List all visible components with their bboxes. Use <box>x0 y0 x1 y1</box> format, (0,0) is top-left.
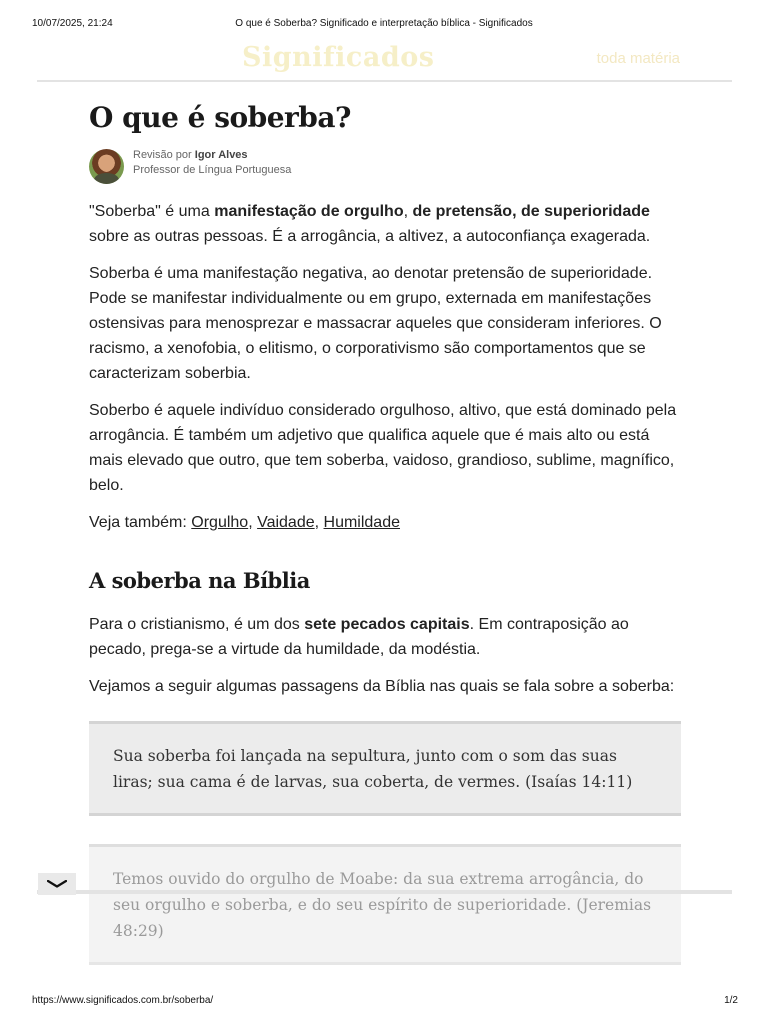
author-box <box>89 148 684 184</box>
see-also: Veja também: Orgulho, Vaidade, Humildade <box>89 514 400 531</box>
print-header <box>32 18 736 32</box>
paragraph-5: Vejamos a seguir algumas passagens da Bíblia nas quais se fala sobre a soberba: <box>89 678 675 695</box>
paragraph-3: Soberbo é aquele indivíduo considerado orgulhoso, altivo, que está dominado pela arrogância. É também um adjetivo que qualifica aquele que é mais alto ou está mais elevado que outro, que tem soberba, vaidoso, grandioso, sublime, magnífico, belo. <box>89 402 677 494</box>
paragraph-4: Para o cristianismo, é um dos sete pecados capitais. Em contraposição ao pecado, prega-se a virtude da humildade, da modéstia. <box>89 616 629 658</box>
paragraph-intro: "Soberba" é uma manifestação de orgulho, de pretensão, de superioridade sobre as outras pessoas. É a arrogância, a altivez, a autoconfiança exagerada. <box>89 203 651 245</box>
article-title: O que é soberba? <box>89 101 351 134</box>
section-title: A soberba na Bíblia <box>89 568 310 593</box>
bible-quote-1: Sua soberba foi lançada na sepultura, junto com o som das suas liras; sua cama é de larvas, sua coberta, de vermes. (Isaías 14:11) <box>89 721 681 816</box>
link-humildade[interactable]: Humildade <box>323 514 400 531</box>
print-url: https://www.significados.com.br/soberba/ <box>32 995 214 1006</box>
paragraph-2: Soberba é uma manifestação negativa, ao denotar pretensão de superioridade. Pode se manifestar individualmente ou em grupo, externada em manifestações ostensivas para menosprezar e massacrar aqueles que consideram inferiores. O racismo, a xenofobia, o elitismo, o corporativismo são comportamentos que se caracterizam soberbia. <box>89 265 662 382</box>
expand-toggle-button[interactable] <box>38 873 76 895</box>
site-header <box>37 40 732 82</box>
author-role: Professor de Língua Portuguesa <box>133 164 292 176</box>
link-orgulho[interactable]: Orgulho <box>191 514 249 531</box>
site-logo[interactable]: Significados <box>242 42 435 73</box>
chevron-down-icon <box>47 880 67 888</box>
print-page-number: 1/2 <box>724 995 738 1006</box>
partner-link[interactable]: toda matéria <box>596 50 680 67</box>
author-prefix: Revisão por <box>133 149 192 161</box>
author-info <box>133 148 291 178</box>
link-vaidade[interactable]: Vaidade <box>257 514 315 531</box>
author-name[interactable]: Igor Alves <box>194 149 248 161</box>
sticky-divider <box>37 890 732 894</box>
bible-quote-2: Temos ouvido do orgulho de Moabe: da sua extrema arrogância, do seu orgulho e soberba, e do seu espírito de superioridade. (Jeremias 48:29) <box>89 844 681 965</box>
print-page-title: O que é Soberba? Significado e interpretação bíblica - Significados <box>235 18 533 29</box>
article <box>89 100 684 965</box>
author-avatar <box>89 149 124 184</box>
print-datetime: 10/07/2025, 21:24 <box>32 18 113 29</box>
